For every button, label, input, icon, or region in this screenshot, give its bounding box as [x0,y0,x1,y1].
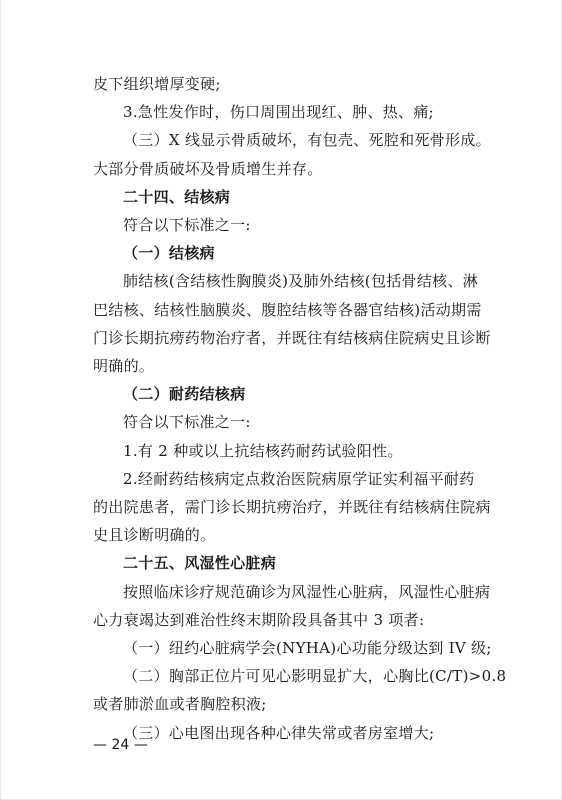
paragraph-line: 史且诊断明确的。 [93,526,216,545]
section-heading: 二十四、结核病 [123,187,231,206]
paragraph-line: 巴结核、结核性脑膜炎、腹腔结核等各器官结核)活动期需 [93,300,482,319]
paragraph-line: 心力衰竭达到难治性终末期阶段具备其中 3 项者: [93,610,425,629]
paragraph-line: 按照临床诊疗规范确诊为风湿性心脏病，风湿性心脏病 [123,582,491,601]
paragraph-line: 或者肺淤血或者胸腔积液; [93,695,267,714]
criteria-intro: 符合以下标准之一: [123,216,251,235]
subsection-item: （三）心电图出现各种心律失常或者房室增大; [123,723,435,742]
page-number: — 24 — [93,737,148,753]
paragraph-line: 明确的。 [93,357,155,376]
paragraph-line: 门诊长期抗痨药物治疗者，并既往有结核病住院病史且诊断 [93,328,491,347]
list-item: 2.经耐药结核病定点救治医院病原学证实利福平耐药 [123,469,475,488]
paragraph-line: 肺结核(含结核性胸膜炎)及肺外结核(包括骨结核、淋 [123,272,479,291]
paragraph-line: 的出院患者，需门诊长期抗痨治疗，并既往有结核病住院病 [93,498,491,517]
subsection-item: （一）纽约心脏病学会(NYHA)心功能分级达到 IV 级; [123,639,492,658]
list-item: 1.有 2 种或以上抗结核药耐药试验阳性。 [123,441,403,460]
subsection-heading: （二）耐药结核病 [123,385,246,404]
body-text-line: 皮下组织增厚变硬; [93,75,221,93]
section-heading: 二十五、风湿性心脏病 [123,554,277,573]
body-text-line: 大部分骨质破坏及骨质增生并存。 [93,159,323,178]
criteria-intro: 符合以下标准之一: [123,413,251,432]
document-body [93,70,507,747]
subsection-item: （二）胸部正位片可见心影明显扩大，心胸比(C/T)>0.8 [123,667,507,686]
subsection-heading: （一）结核病 [123,244,215,263]
subsection-item: （三）X 线显示骨质破坏，有包壳、死腔和死骨形成。 [123,131,491,150]
list-item: 3.急性发作时，伤口周围出现红、肿、热、痛; [123,103,434,122]
